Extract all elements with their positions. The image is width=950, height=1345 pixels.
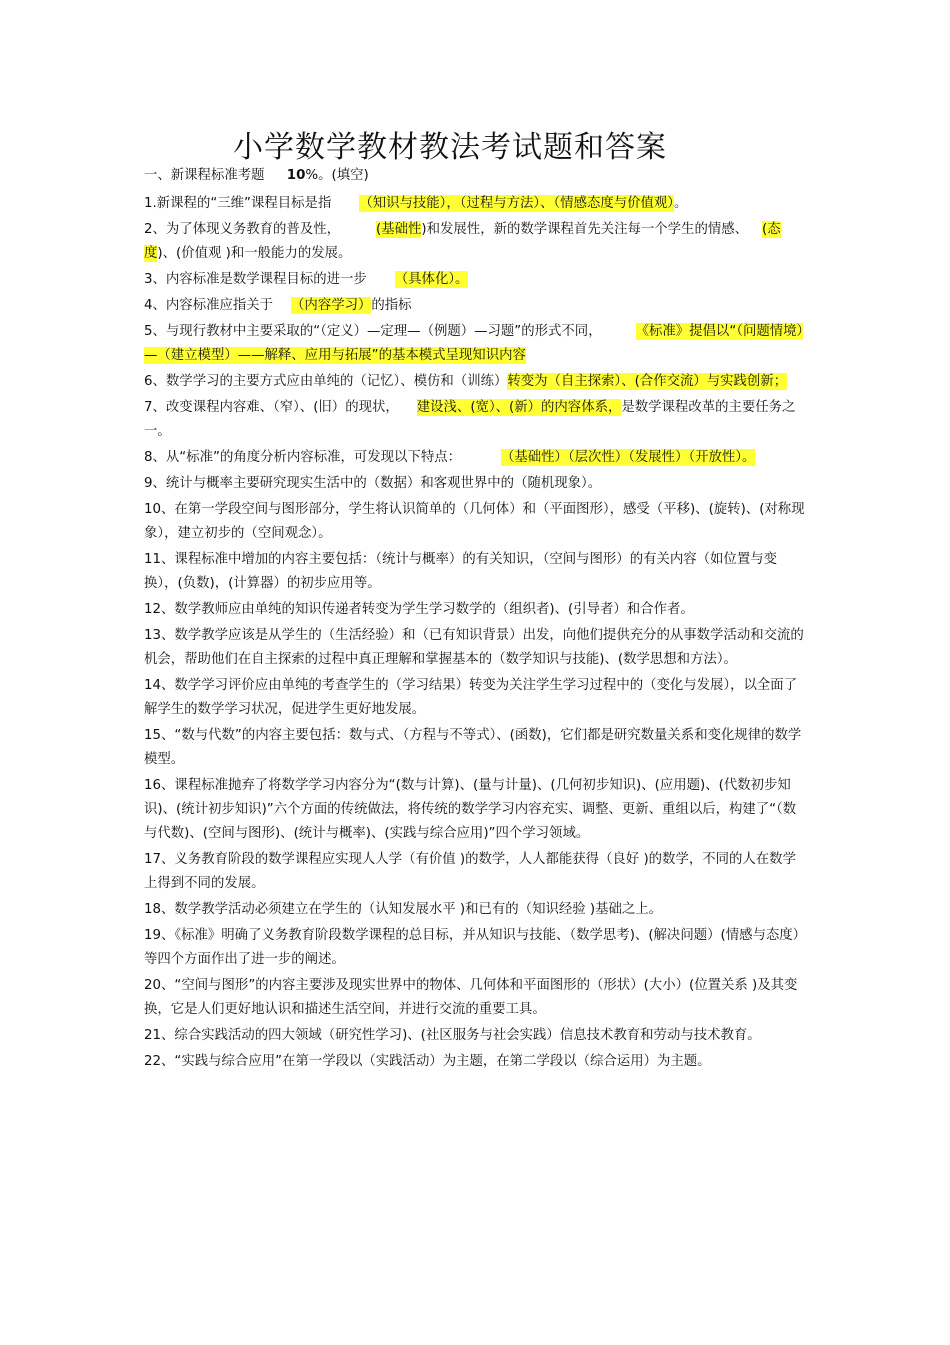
- question-19: 19、《标准》明确了义务教育阶段数学课程的总目标，并从知识与技能、（数学思考)、(解决问题）(情感与态度）等四个方面作出了进一步的阐述。: [144, 928, 807, 967]
- answer-highlight: （基础性）（层次性）（发展性）（开放性）。: [501, 450, 756, 465]
- question-5: 5、与现行教材中主要采取的“（定义）—定理—（例题）—习题”的形式不同， 《标准》提倡以“（问题情境）—（建立模型）——解释、应用与拓展”的基本模式呈现知识内容: [144, 324, 804, 363]
- answer-highlight: (态度: [144, 222, 781, 261]
- section-heading-percent: 10: [286, 168, 306, 183]
- question-22: 22、“实践与综合应用”在第一学段以（实践活动）为主题，在第二学段以（综合运用）为主题。: [144, 1054, 711, 1069]
- section-heading: [144, 164, 808, 188]
- question-list: [144, 164, 808, 1076]
- question-14: 14、数学学习评价应由单纯的考查学生的（学习结果）转变为关注学生学习过程中的（变化与发展），以全面了解学生的数学学习状况，促进学生更好地发展。: [144, 678, 798, 717]
- section-heading-prefix: 一、新课程标准考题: [144, 168, 265, 183]
- question-15: 15、“数与代数”的内容主要包括：数与式、（方程与不等式）、(函数)，它们都是研究数量关系和变化规律的数学模型。: [144, 728, 802, 767]
- question-6: 6、数学学习的主要方式应由单纯的（记忆）、模仿和（训练）转变为（自主探索）、(合作交流）与实践创新；: [144, 374, 788, 389]
- question-17: 17、义务教育阶段的数学课程应实现人人学（有价值 )的数学，人人都能获得（良好 )的数学，不同的人在数学上得到不同的发展。: [144, 852, 796, 891]
- section-heading-suffix: %。(填空): [305, 168, 369, 183]
- answer-highlight: (基础性: [376, 222, 422, 237]
- question-3: 3、内容标准是数学课程目标的进一步 （具体化）。: [144, 272, 469, 287]
- question-10: 10、在第一学段空间与图形部分，学生将认识简单的（几何体）和（平面图形），感受（平移)、(旋转)、(对称现象），建立初步的（空间观念）。: [144, 502, 805, 541]
- question-1: 1.新课程的“三维”课程目标是指 （知识与技能），（过程与方法）、（情感态度与价值观）。: [144, 196, 688, 211]
- question-4: 4、内容标准应指关于 （内容学习）的指标: [144, 298, 412, 313]
- question-21: 21、综合实践活动的四大领域（研究性学习)、(社区服务与社会实践）信息技术教育和劳动与技术教育。: [144, 1028, 761, 1043]
- question-11: 11、课程标准中增加的内容主要包括：（统计与概率）的有关知识，（空间与图形）的有关内容（如位置与变换），(负数)，(计算器）的初步应用等。: [144, 552, 777, 591]
- question-2: 2、为了体现义务教育的普及性， (基础性)和发展性，新的数学课程首先关注每一个学生的情感、 (态度)、(价值观 )和一般能力的发展。: [144, 222, 781, 261]
- document-title: 小学数学教材教法考试题和答案: [233, 130, 667, 165]
- answer-highlight: 《标准》提倡以“（问题情境）—（建立模型）——解释、应用与拓展”的基本模式呈现知识内容: [144, 324, 804, 363]
- answer-highlight: 转变为（自主探索）、(合作交流）与实践创新；: [507, 374, 788, 389]
- question-8: 8、从“标准”的角度分析内容标准，可发现以下特点： （基础性）（层次性）（发展性）（开放性）。: [144, 450, 756, 465]
- answer-highlight: （具体化）。: [394, 272, 469, 287]
- question-9: 9、统计与概率主要研究现实生活中的（数据）和客观世界中的（随机现象）。: [144, 476, 602, 491]
- question-20: 20、“空间与图形”的内容主要涉及现实世界中的物体、几何体和平面图形的（形状）(大小）(位置关系 )及其变换，它是人们更好地认识和描述生活空间，并进行交流的重要工具。: [144, 978, 798, 1017]
- answer-highlight: （内容学习）: [291, 298, 372, 313]
- question-18: 18、数学教学活动必须建立在学生的（认知发展水平 )和已有的（知识经验 )基础之上。: [144, 902, 663, 917]
- answer-highlight: 建设浅、(宽）、(新）的内容体系，: [416, 400, 622, 415]
- question-12: 12、数学教师应由单纯的知识传递者转变为学生学习数学的（组织者)、(引导者）和合作者。: [144, 602, 694, 617]
- question-7: 7、改变课程内容难、（窄）、(旧）的现状， 建设浅、(宽）、(新）的内容体系，是数学课程改革的主要任务之一。: [144, 400, 796, 439]
- question-16: 16、课程标准抛弃了将数学学习内容分为“(数与计算)、(量与计量)、(几何初步知识)、(应用题)、(代数初步知识)、(统计初步知识)”六个方面的传统做法，将传统的数学学习内容充实、调整、更新、重组以后，构建了“（数与代数)、(空间与图形)、(统计与概率)、(实践与综合应用)”四个学习领域。: [144, 778, 797, 841]
- question-13: 13、数学教学应该是从学生的（生活经验）和（已有知识背景）出发，向他们提供充分的从事数学活动和交流的机会，帮助他们在自主探索的过程中真正理解和掌握基本的（数学知识与技能)、(数学思想和方法）。: [144, 628, 804, 667]
- answer-highlight: （知识与技能），（过程与方法）、（情感态度与价值观）: [359, 196, 674, 211]
